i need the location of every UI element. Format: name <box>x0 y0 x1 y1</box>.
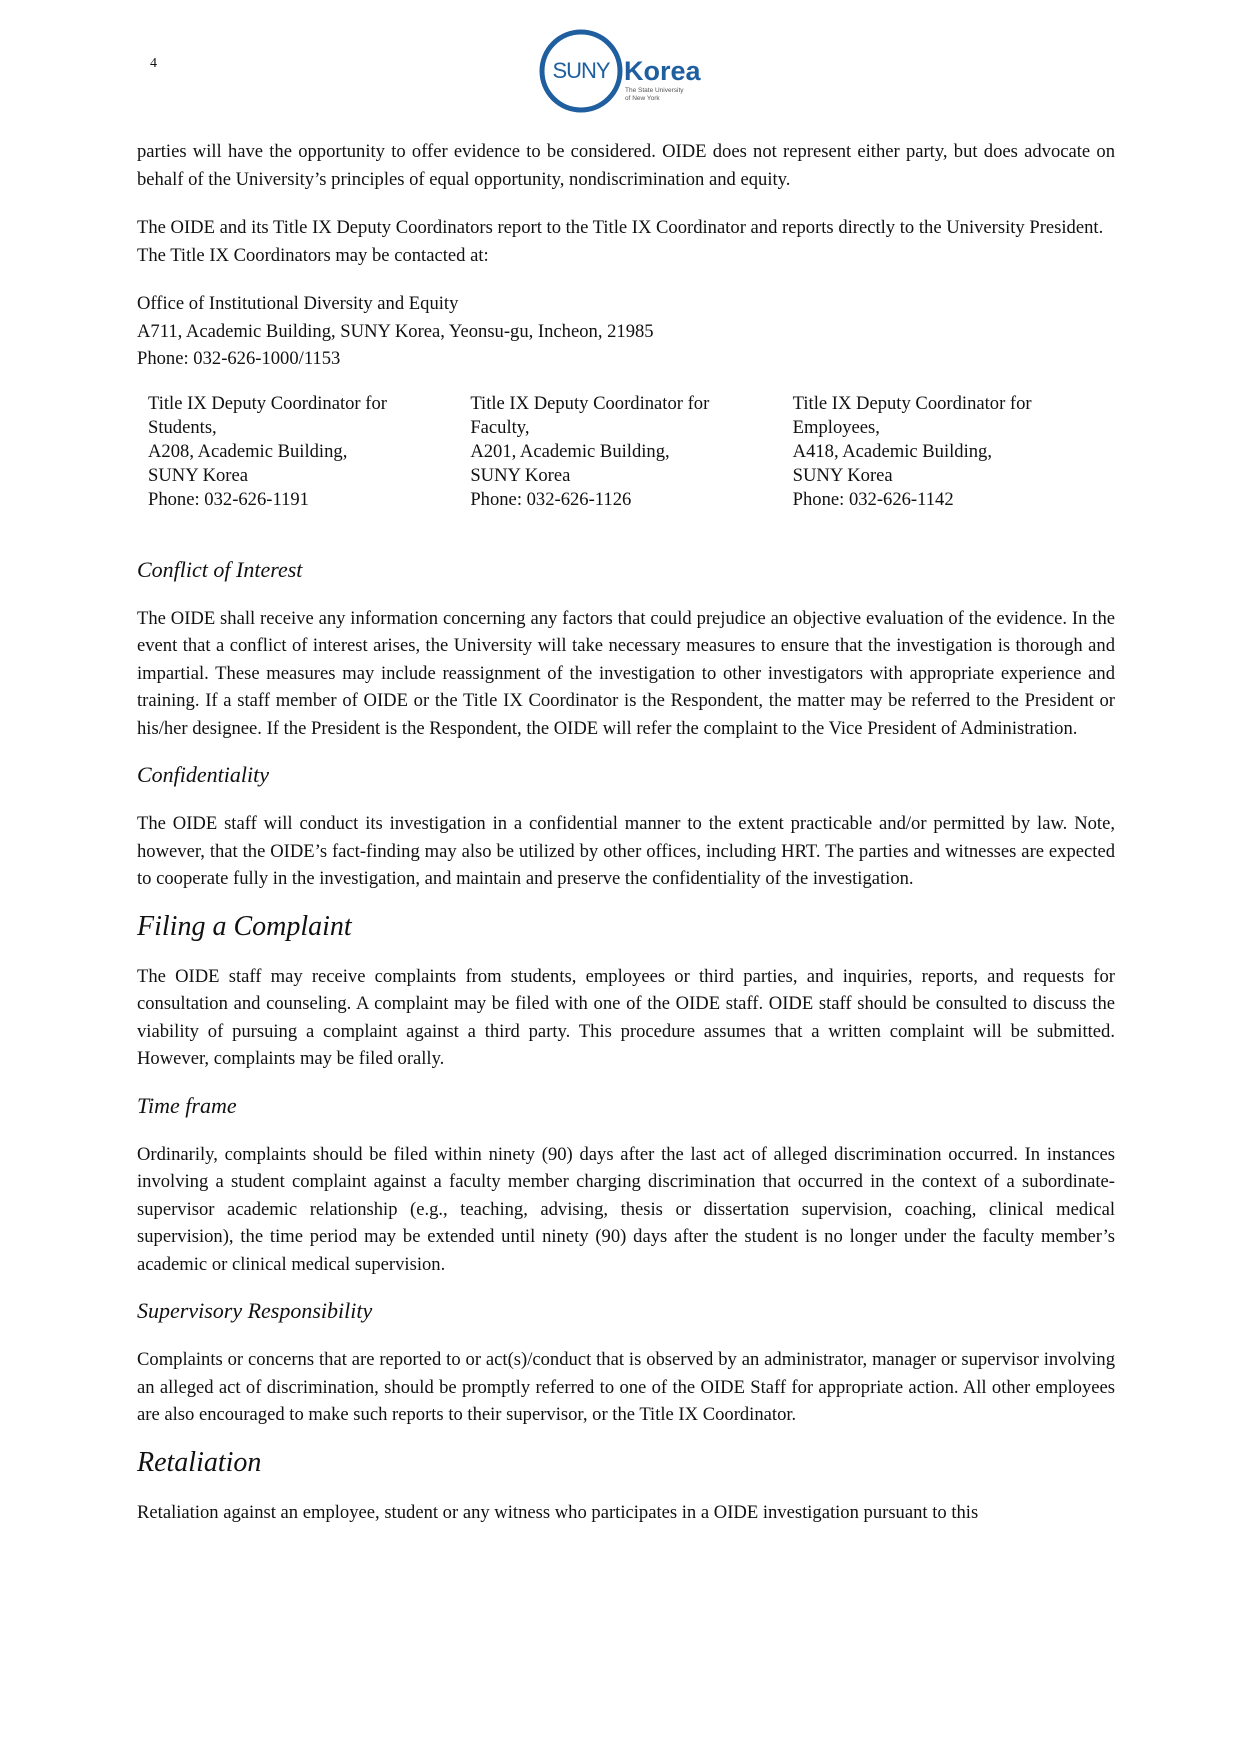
coordinator-group: Employees, <box>792 416 880 438</box>
coordinator-room: A201, Academic Building, <box>470 440 670 462</box>
office-phone: Phone: 032-626-1000/1153 <box>137 348 341 369</box>
heading-supervisory-responsibility: Supervisory Responsibility <box>137 1298 373 1323</box>
intro-paragraph-2: The OIDE and its Title IX Deputy Coordinators report to the Title IX Coordinator and reports directly to the University President. The Title IX Coordinators may be contacted at: <box>137 217 1104 266</box>
coordinator-room: A418, Academic Building, <box>792 440 992 462</box>
page-number: 4 <box>150 56 157 71</box>
coordinator-title: Title IX Deputy Coordinator for <box>470 392 710 414</box>
coordinator-campus: SUNY Korea <box>470 464 571 486</box>
coordinator-faculty <box>470 392 792 512</box>
coordinator-group: Students, <box>148 416 217 438</box>
coordinator-room: A208, Academic Building, <box>148 440 348 462</box>
time-frame-paragraph: Ordinarily, complaints should be filed within ninety (90) days after the last act of alleged discrimination occurred. In instances involving a student complaint against a faculty member charging discrimination that occurred in the context of a subordinate-supervisor academic relationship (e.g., teaching, advising, thesis or dissertation supervision, coaching, clinical medical supervision), the time period may be extended until ninety (90) days after the student is no longer under the faculty member’s academic or clinical medical supervision. <box>137 1143 1115 1275</box>
coordinator-title: Title IX Deputy Coordinator for <box>148 392 387 414</box>
coordinator-title: Title IX Deputy Coordinator for <box>792 392 1032 414</box>
office-address: A711, Academic Building, SUNY Korea, Yeonsu-gu, Incheon, 21985 <box>137 320 654 342</box>
heading-conflict-of-interest: Conflict of Interest <box>137 556 303 582</box>
heading-retaliation: Retaliation <box>137 1446 262 1478</box>
heading-filing-a-complaint: Filing a Complaint <box>137 910 352 942</box>
suny-korea-logo <box>537 26 727 116</box>
document-body <box>137 138 1115 1526</box>
coordinator-students <box>148 392 470 512</box>
coordinator-employees <box>793 392 1115 512</box>
heading-confidentiality: Confidentiality <box>137 762 269 787</box>
logo-tagline-2: of New York <box>625 95 660 102</box>
intro-paragraph-1: parties will have the opportunity to offer evidence to be considered. OIDE does not represent either party, but does advocate on behalf of the University’s principles of equal opportunity, nondiscrimination and equity. <box>137 141 1115 190</box>
coordinator-phone: Phone: 032-626-1191 <box>148 488 309 510</box>
logo-name-text: Korea <box>624 56 701 86</box>
retaliation-paragraph: Retaliation against an employee, student or any witness who participates in a OIDE investigation pursuant to this <box>137 1501 979 1523</box>
supervisory-responsibility-paragraph: Complaints or concerns that are reported to or act(s)/conduct that is observed by an administrator, manager or supervisor involving an alleged act of discrimination, should be promptly referred to one of the OIDE Staff for appropriate action. All other employees are also encouraged to make such reports to their supervisor, or the Title IX Coordinator. <box>137 1349 1115 1425</box>
coordinator-campus: SUNY Korea <box>792 464 893 486</box>
coordinator-group: Faculty, <box>470 416 530 438</box>
heading-time-frame: Time frame <box>137 1092 237 1118</box>
confidentiality-paragraph: The OIDE staff will conduct its investigation in a confidential manner to the extent practicable and/or permitted by law. Note, however, that the OIDE’s fact-finding may also be utilized by other offices, including HRT. The parties and witnesses are expected to cooperate fully in the investigation, and maintain and preserve the confidentiality of the investigation. <box>137 813 1115 889</box>
deputy-coordinators <box>137 392 1115 512</box>
coordinator-campus: SUNY Korea <box>148 464 249 486</box>
logo-mark-text: SUNY <box>552 58 610 83</box>
office-contact <box>137 290 1115 373</box>
office-name: Office of Institutional Diversity and Equity <box>137 293 459 314</box>
logo-tagline-1: The State University <box>625 87 684 94</box>
conflict-of-interest-paragraph: The OIDE shall receive any information concerning any factors that could prejudice an objective evaluation of the evidence. In the event that a conflict of interest arises, the University will take necessary measures to ensure that the investigation is thorough and impartial. These measures may include reassignment of the investigation to other investigators with appropriate experience and training. If a staff member of OIDE or the Title IX Coordinator is the Respondent, the matter may be referred to the President or his/her designee. If the President is the Respondent, the OIDE will refer the complaint to the Vice President of Administration. <box>137 607 1115 739</box>
filing-complaint-paragraph: The OIDE staff may receive complaints from students, employees or third parties, and inquiries, reports, and requests for consultation and counseling. A complaint may be filed with one of the OIDE staff. OIDE staff should be consulted to discuss the viability of pursuing a complaint against a third party. This procedure assumes that a written complaint will be submitted. However, complaints may be filed orally. <box>137 965 1115 1069</box>
coordinator-phone: Phone: 032-626-1126 <box>470 488 632 510</box>
coordinator-phone: Phone: 032-626-1142 <box>792 488 954 510</box>
